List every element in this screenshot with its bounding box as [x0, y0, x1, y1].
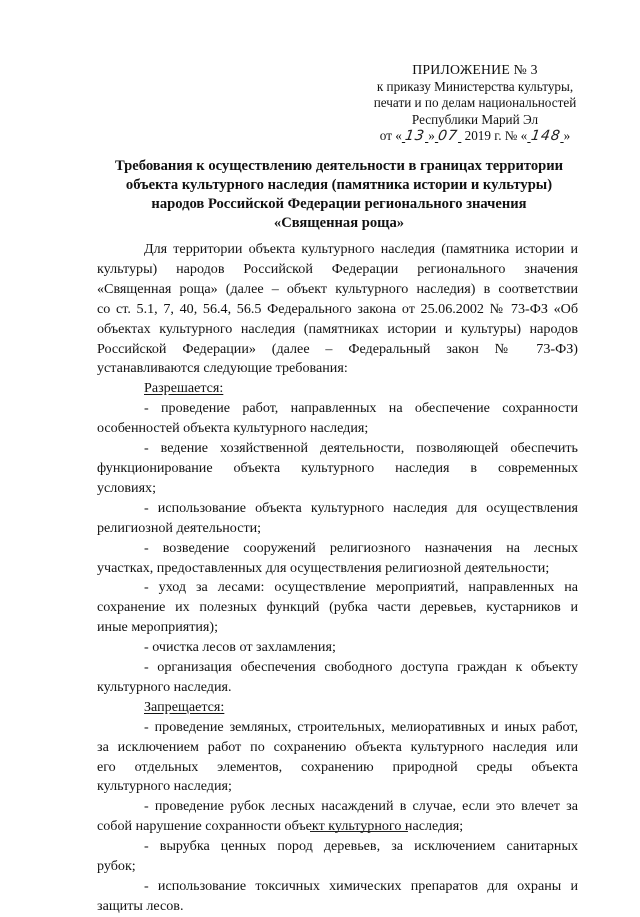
list-item-line: - очистка лесов от захламления;: [144, 639, 336, 656]
intro-line: со ст. 5.1, 7, 40, 56.4, 56.5 Федерального закона от 25.06.2002 № 73-ФЗ «Об: [97, 300, 578, 317]
allowed-heading: Разрешается:: [144, 380, 224, 397]
date-day-handwritten: 13: [404, 128, 427, 145]
list-item-line: собой нарушение сохранности объект культурного наследия;: [97, 818, 464, 835]
list-item-line: защиты лесов.: [97, 897, 184, 914]
list-item: [97, 499, 578, 539]
list-item-line: функционирование объекта культурного наследия в современных: [97, 459, 578, 476]
date-month-blank: [435, 128, 461, 143]
date-prefix: от «: [379, 128, 402, 144]
date-month-handwritten: 07: [437, 128, 460, 145]
list-item-line: иные мероприятия);: [97, 619, 219, 636]
list-item-line: участках, предоставленных для осуществления религиозной деятельности;: [97, 559, 550, 576]
date-day-blank: [402, 128, 428, 143]
list-item: [97, 539, 578, 579]
forbidden-list: [97, 718, 578, 917]
intro-paragraph: [97, 240, 578, 379]
forbidden-heading: Запрещается:: [144, 698, 225, 715]
list-item: [97, 718, 578, 798]
title-line: объекта культурного наследия (памятника истории и культуры): [125, 177, 553, 193]
document-body: [97, 240, 578, 917]
intro-line: объектах культурного наследия (памятниках истории и культуры) народов: [97, 320, 578, 337]
list-item: [97, 439, 578, 499]
title-line: «Священная роща»: [273, 215, 405, 231]
list-item-line: религиозной деятельности;: [97, 519, 262, 536]
list-item-line: - вырубка ценных пород деревьев, за исключением санитарных: [144, 838, 578, 855]
intro-line: устанавливаются следующие требования:: [97, 360, 348, 377]
list-item-line: условиях;: [97, 479, 157, 496]
list-item-line: - проведение работ, направленных на обеспечение сохранности: [144, 400, 578, 417]
list-item-line: - использование объекта культурного наследия для осуществления: [144, 499, 578, 516]
list-item: [97, 399, 578, 439]
list-item: [97, 578, 578, 638]
list-item-line: его отдельных элементов, сохранению природной среды объекта: [97, 758, 578, 775]
order-number-blank: [527, 128, 563, 143]
end-separator-line: [310, 831, 408, 832]
intro-line: Для территории объекта культурного наследия (памятника истории и: [144, 241, 578, 257]
list-item-line: сохранение их полезных функций (рубка части деревьев, кустарников и: [97, 599, 578, 616]
order-date-line: [360, 128, 590, 145]
appendix-title: ПРИЛОЖЕНИЕ № 3: [412, 62, 538, 77]
document-title: [100, 157, 578, 233]
list-item: [97, 837, 578, 877]
allowed-list: [97, 399, 578, 698]
intro-line: Российской Федерации» (далее – Федеральный закон № 73-ФЗ): [97, 340, 578, 357]
appendix-line: к приказу Министерства культуры,: [376, 78, 574, 94]
date-mid: »: [428, 128, 435, 144]
list-item-line: рубок;: [97, 858, 136, 875]
list-item-line: - проведение рубок лесных насаждений в случае, если это влечет за: [144, 798, 578, 815]
list-item-line: - использование токсичных химических препаратов для охраны и: [144, 878, 578, 894]
intro-line: «Священная роща» (далее – объект культурного наследия) в соответствии: [97, 280, 578, 297]
list-item-line: - уход за лесами: осуществление мероприятий, направленных на: [144, 579, 578, 596]
title-line: народов Российской Федерации регионального значения: [151, 196, 527, 212]
list-item-line: - организация обеспечения свободного доступа граждан к объекту: [144, 659, 578, 676]
title-line: Требования к осуществлению деятельности в границах территории: [114, 158, 564, 174]
order-number-handwritten: 148: [529, 128, 562, 145]
list-item-line: культурного наследия.: [97, 678, 232, 695]
list-item-line: за исключением работ по сохранению объекта культурного наследия или: [97, 738, 578, 755]
list-item-line: - ведение хозяйственной деятельности, позволяющей обеспечить: [144, 440, 578, 457]
date-suffix: »: [563, 128, 571, 144]
list-item: [97, 658, 578, 698]
list-item: [97, 877, 578, 917]
list-item-line: особенностей объекта культурного наследия;: [97, 420, 369, 437]
appendix-header: [360, 62, 590, 145]
date-year: 2019 г. № «: [464, 128, 528, 144]
list-item-line: культурного наследия;: [97, 778, 232, 795]
intro-line: культуры) народов Российской Федерации регионального значения: [97, 260, 578, 277]
list-item: [97, 638, 578, 658]
list-item-line: - проведение земляных, строительных, мелиоративных и иных работ,: [144, 718, 578, 735]
appendix-line: печати и по делам национальностей: [373, 95, 577, 111]
list-item-line: - возведение сооружений религиозного назначения на лесных: [144, 539, 578, 556]
appendix-line: Республики Марий Эл: [411, 111, 539, 127]
